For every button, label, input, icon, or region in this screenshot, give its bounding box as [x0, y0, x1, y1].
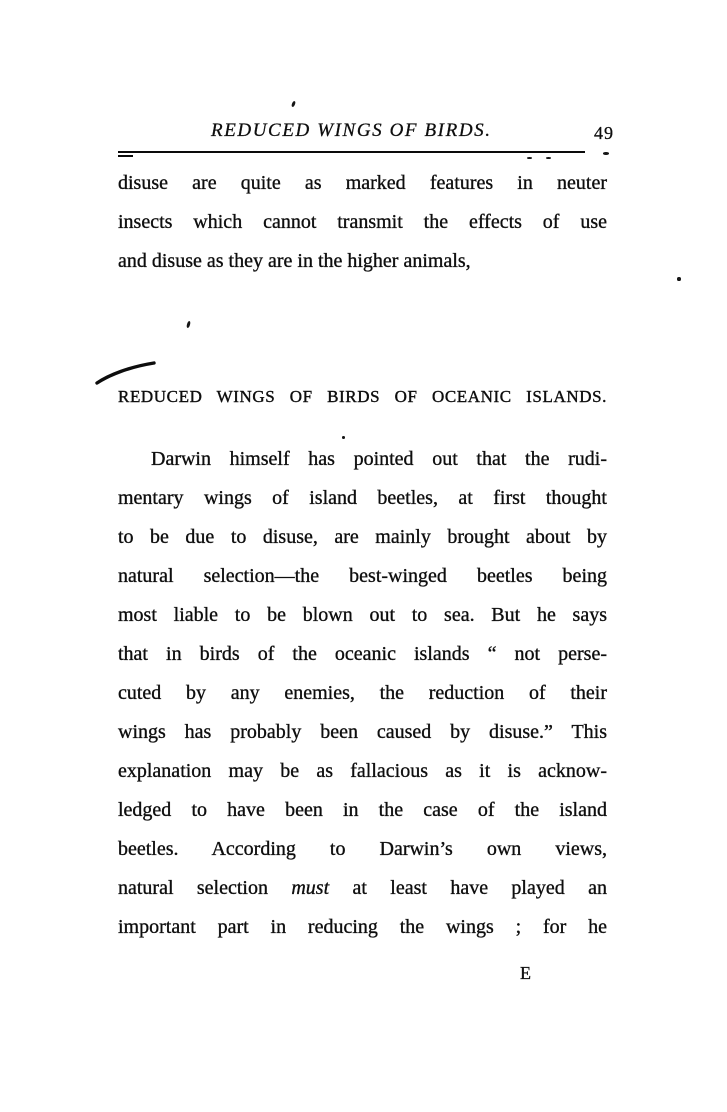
- text-line: that in birds of the oceanic islands “ not perse-: [118, 643, 607, 665]
- text-line-with-emphasis: [118, 869, 607, 908]
- text-line: explanation may be as fallacious as it is acknow-: [118, 760, 607, 782]
- ink-speck: [291, 101, 296, 108]
- ink-speck: [603, 152, 609, 155]
- text-line: Darwin himself has pointed out that the rudi-: [151, 448, 607, 470]
- text-line: cuted by any enemies, the reduction of their: [118, 682, 607, 704]
- header-rule-start-dash: [118, 155, 133, 157]
- emphasized-word: must: [291, 877, 330, 899]
- page-number: 49: [594, 123, 614, 143]
- text-line: most liable to be blown out to sea. But he says: [118, 604, 607, 626]
- paragraph-darwin: [118, 440, 607, 947]
- ink-speck: [546, 157, 551, 159]
- text-line: important part in reducing the wings ; for he: [118, 916, 607, 938]
- ink-speck: [186, 321, 191, 329]
- text-line: and disuse as they are in the higher animals,: [118, 250, 471, 272]
- running-header-title: REDUCED WINGS OF BIRDS.: [211, 120, 492, 141]
- text-line: wings has probably been caused by disuse.” This: [118, 721, 607, 743]
- text-line: beetles. According to Darwin’s own views,: [118, 838, 607, 860]
- text-line: ledged to have been in the case of the island: [118, 799, 607, 821]
- ink-speck: [677, 277, 681, 281]
- pen-swash-mark: [95, 359, 157, 386]
- text-line: mentary wings of island beetles, at first thought: [118, 487, 607, 509]
- paragraph-disuse: [118, 164, 607, 281]
- text-line: natural selection—the best-winged beetles being: [118, 565, 607, 587]
- text-segment: at least have played an: [329, 877, 607, 899]
- text-line: insects which cannot transmit the effects of use: [118, 211, 607, 233]
- ink-speck: [527, 157, 532, 159]
- text-line: disuse are quite as marked features in neuter: [118, 172, 607, 194]
- section-heading: REDUCED WINGS OF BIRDS OF OCEANIC ISLANDS.: [118, 387, 607, 406]
- text-segment: natural selection: [118, 877, 292, 899]
- header-rule: [118, 151, 585, 153]
- ink-speck: [342, 436, 345, 439]
- text-line: to be due to disuse, are mainly brought about by: [118, 526, 607, 548]
- signature-mark: E: [520, 963, 531, 983]
